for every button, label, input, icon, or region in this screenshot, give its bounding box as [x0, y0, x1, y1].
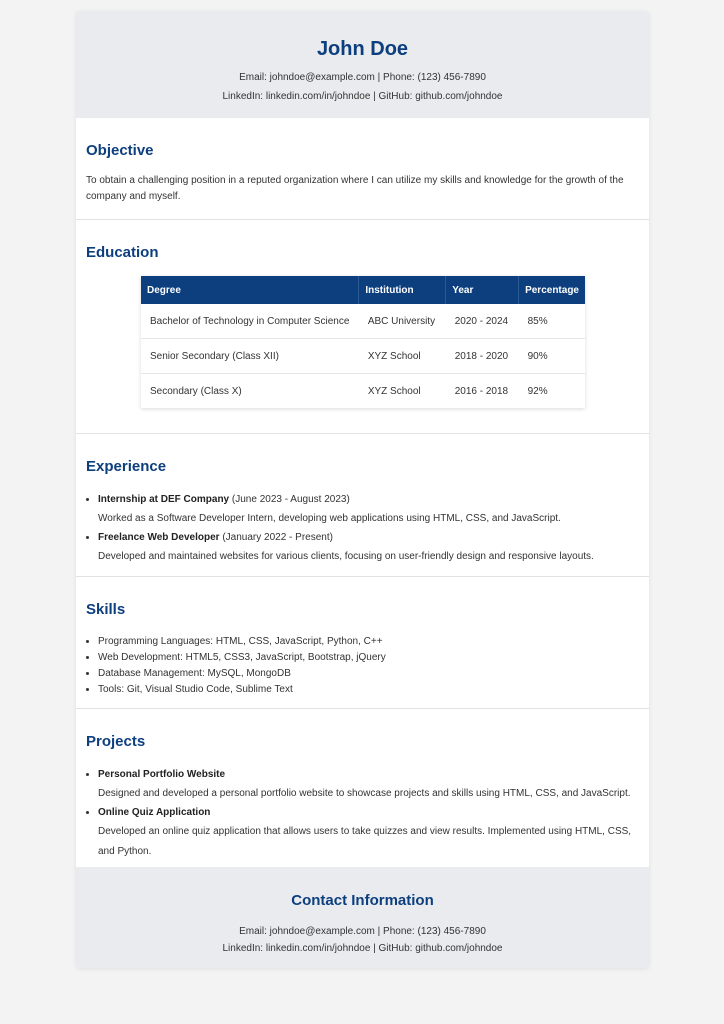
person-name: John Doe	[316, 38, 409, 60]
projects-section	[76, 709, 649, 867]
table-cell: Senior Secondary (Class XII)	[141, 339, 359, 374]
table-cell: 2016 - 2018	[454, 385, 509, 397]
table-cell: 90%	[519, 339, 585, 374]
table-cell: XYZ School	[359, 339, 446, 374]
table-row	[141, 304, 585, 339]
projects-title: Projects	[86, 733, 146, 750]
table-cell: Bachelor of Technology in Computer Science	[141, 304, 359, 339]
list-item	[98, 766, 639, 804]
experience-list	[86, 491, 639, 567]
list-item: • Web Development: HTML5, CSS3, JavaScript, Bootstrap, jQuery	[98, 650, 639, 666]
objective-text: To obtain a challenging position in a reputed organization where I can utilize my skills and knowledge for the growth of the company and myself.	[86, 175, 624, 202]
list-item	[98, 804, 639, 862]
resume-header	[76, 11, 649, 118]
experience-desc: Developed and maintained websites for various clients, focusing on user-friendly design and responsive layouts.	[98, 551, 594, 562]
table-cell: 2020 - 2024	[446, 304, 519, 339]
list-item	[98, 529, 639, 567]
table-cell: 92%	[527, 385, 548, 397]
experience-desc: Worked as a Software Developer Intern, developing web applications using HTML, CSS, and JavaScript.	[98, 513, 561, 524]
experience-role: Freelance Web Developer	[98, 532, 220, 543]
table-cell: XYZ School	[367, 385, 421, 397]
list-item: • Programming Languages: HTML, CSS, JavaScript, Python, C++	[98, 634, 639, 650]
table-row	[141, 374, 585, 409]
table-cell: Secondary (Class X)	[150, 385, 242, 397]
contact-footer	[76, 867, 649, 968]
projects-list	[86, 766, 639, 862]
experience-role: Internship at DEF Company	[98, 494, 230, 505]
education-section	[76, 220, 649, 434]
table-cell: ABC University	[359, 304, 446, 339]
column-header-institution: Institution	[359, 276, 446, 304]
table-header-row	[141, 276, 585, 304]
education-table	[141, 276, 585, 408]
project-name: Personal Portfolio Website	[98, 769, 226, 780]
links-line: LinkedIn: linkedin.com/in/johndoe | GitHub: github.com/johndoe	[222, 91, 503, 102]
footer-title: Contact Information	[291, 892, 434, 909]
experience-section	[76, 434, 649, 577]
footer-links-line: LinkedIn: linkedin.com/in/johndoe | GitHub: github.com/johndoe	[222, 943, 503, 954]
experience-period: (June 2023 - August 2023)	[231, 494, 350, 505]
skills-section	[76, 577, 649, 709]
experience-period: (January 2022 - Present)	[222, 532, 333, 543]
project-name: Online Quiz Application	[98, 807, 211, 818]
resume-page	[76, 11, 649, 968]
table-cell: 85%	[519, 304, 585, 339]
footer-contact-line: Email: johndoe@example.com | Phone: (123) 456-7890	[239, 926, 486, 937]
table-row	[141, 339, 585, 374]
experience-title: Experience	[86, 458, 167, 475]
objective-section	[76, 118, 649, 220]
contact-line: Email: johndoe@example.com | Phone: (123) 456-7890	[239, 72, 486, 83]
list-item: • Database Management: MySQL, MongoDB	[98, 666, 639, 682]
skills-title: Skills	[86, 601, 126, 618]
project-desc: Designed and developed a personal portfolio website to showcase projects and skills using HTML, CSS, and JavaScript.	[98, 788, 631, 799]
column-header-percentage: Percentage	[519, 276, 585, 304]
project-desc: Developed an online quiz application that allows users to take quizzes and view results. Implemented using HTML, CSS, and Python.	[98, 826, 632, 857]
column-header-year: Year	[446, 276, 519, 304]
list-item: • Tools: Git, Visual Studio Code, Sublime Text	[98, 682, 639, 698]
skills-list	[86, 634, 639, 698]
list-item	[98, 491, 639, 529]
education-title: Education	[86, 244, 159, 261]
objective-title: Objective	[86, 142, 154, 159]
table-cell: 2018 - 2020	[446, 339, 519, 374]
column-header-degree: Degree	[141, 276, 359, 304]
